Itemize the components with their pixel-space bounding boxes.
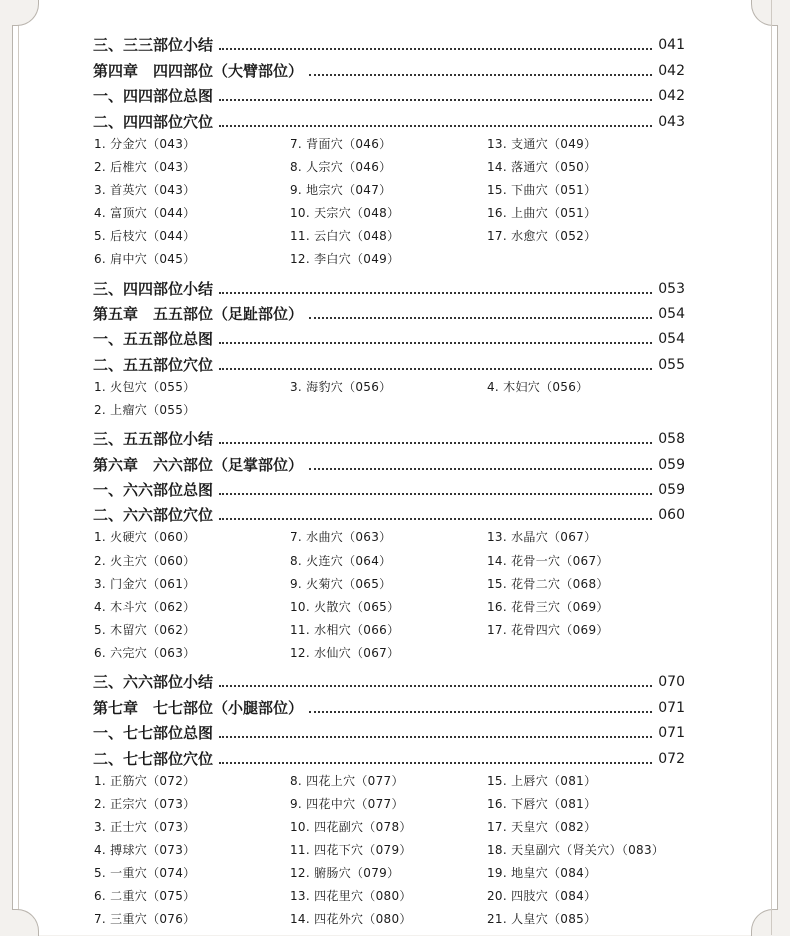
toc-heading bbox=[93, 299, 685, 324]
acupoint-item: 3. 正士穴（073） bbox=[94, 819, 196, 834]
acupoint-item: 16. 上曲穴（051） bbox=[487, 205, 597, 220]
acupoint-item: 14. 花骨一穴（067） bbox=[487, 553, 609, 568]
acupoint-column bbox=[487, 376, 686, 422]
dot-leader bbox=[219, 442, 652, 444]
toc-heading bbox=[93, 475, 685, 500]
toc-page-number: 059 bbox=[658, 482, 685, 499]
dot-leader bbox=[219, 493, 652, 495]
toc-heading bbox=[93, 324, 685, 349]
acupoint-item: 13. 支通穴（049） bbox=[487, 136, 597, 151]
dot-leader bbox=[219, 292, 652, 294]
acupoint-item: 14. 四花外穴（080） bbox=[290, 912, 412, 927]
toc-page-number: 071 bbox=[658, 699, 685, 716]
acupoint-item: 21. 人皇穴（085） bbox=[487, 912, 597, 927]
toc-page-number: 072 bbox=[658, 750, 685, 767]
acupoint-item: 10. 火散穴（065） bbox=[290, 599, 400, 614]
dot-leader bbox=[309, 468, 652, 470]
dot-leader bbox=[309, 74, 652, 76]
toc-page-number: 043 bbox=[658, 113, 685, 130]
toc-heading-title: 三、六六部位小结 bbox=[93, 673, 214, 692]
acupoint-item: 9. 火菊穴（065） bbox=[290, 576, 392, 591]
toc-heading bbox=[93, 273, 685, 298]
toc-heading bbox=[93, 30, 685, 55]
acupoint-column bbox=[94, 376, 290, 422]
toc-heading bbox=[93, 55, 685, 80]
acupoint-list bbox=[93, 376, 685, 422]
toc-page-number: 055 bbox=[658, 356, 685, 373]
acupoint-item: 12. 李白穴（049） bbox=[290, 252, 400, 267]
acupoint-item: 6. 六完穴（063） bbox=[94, 645, 196, 660]
dot-leader bbox=[219, 48, 652, 50]
toc-page-number: 042 bbox=[658, 62, 685, 79]
toc-heading bbox=[93, 743, 685, 768]
acupoint-item: 6. 肩中穴（045） bbox=[94, 252, 196, 267]
acupoint-item: 8. 四花上穴（077） bbox=[290, 773, 404, 788]
toc-heading-title: 第五章 五五部位（足趾部位） bbox=[93, 304, 304, 323]
acupoint-item: 5. 木留穴（062） bbox=[94, 622, 196, 637]
acupoint-item: 15. 下曲穴（051） bbox=[487, 182, 597, 197]
acupoint-item: 2. 正宗穴（073） bbox=[94, 796, 196, 811]
acupoint-item: 7. 背面穴（046） bbox=[290, 136, 392, 151]
toc-page-number: 042 bbox=[658, 88, 685, 105]
toc-heading-title: 二、五五部位穴位 bbox=[93, 355, 214, 374]
frame-corner bbox=[12, 0, 39, 26]
toc-page-number: 054 bbox=[658, 305, 685, 322]
acupoint-column bbox=[487, 770, 686, 932]
toc-page-number: 054 bbox=[658, 331, 685, 348]
acupoint-item: 11. 水相穴（066） bbox=[290, 622, 400, 637]
dot-leader bbox=[219, 368, 652, 370]
acupoint-item: 12. 腑肠穴（079） bbox=[290, 865, 400, 880]
acupoint-item: 3. 首英穴（043） bbox=[94, 182, 196, 197]
acupoint-item: 11. 云白穴（048） bbox=[290, 228, 400, 243]
acupoint-item: 2. 火主穴（060） bbox=[94, 553, 196, 568]
toc-heading bbox=[93, 449, 685, 474]
toc-page-number: 053 bbox=[658, 280, 685, 297]
acupoint-item: 9. 四花中穴（077） bbox=[290, 796, 404, 811]
acupoint-item: 16. 花骨三穴（069） bbox=[487, 599, 609, 614]
acupoint-item: 8. 火连穴（064） bbox=[290, 553, 392, 568]
frame-corner bbox=[751, 909, 778, 936]
toc-heading-title: 二、六六部位穴位 bbox=[93, 506, 214, 525]
acupoint-item: 2. 上瘤穴（055） bbox=[94, 402, 196, 417]
acupoint-item: 1. 分金穴（043） bbox=[94, 136, 196, 151]
acupoint-column bbox=[290, 770, 487, 932]
acupoint-column bbox=[290, 376, 487, 422]
dot-leader bbox=[219, 342, 652, 344]
dot-leader bbox=[219, 99, 652, 101]
dot-leader bbox=[309, 317, 652, 319]
acupoint-item: 1. 火包穴（055） bbox=[94, 379, 196, 394]
acupoint-item: 4. 木斗穴（062） bbox=[94, 599, 196, 614]
acupoint-column bbox=[94, 133, 290, 272]
acupoint-item: 12. 水仙穴（067） bbox=[290, 645, 400, 660]
acupoint-item: 19. 地皇穴（084） bbox=[487, 865, 597, 880]
toc-heading-title: 三、五五部位小结 bbox=[93, 430, 214, 449]
acupoint-item: 13. 四花里穴（080） bbox=[290, 889, 412, 904]
toc-heading-title: 一、七七部位总图 bbox=[93, 724, 214, 743]
acupoint-item: 8. 人宗穴（046） bbox=[290, 159, 392, 174]
acupoint-item: 15. 上唇穴（081） bbox=[487, 773, 597, 788]
acupoint-item: 9. 地宗穴（047） bbox=[290, 182, 392, 197]
toc-heading-title: 第六章 六六部位（足掌部位） bbox=[93, 455, 304, 474]
acupoint-item: 10. 天宗穴（048） bbox=[290, 205, 400, 220]
dot-leader bbox=[219, 762, 652, 764]
toc-heading bbox=[93, 718, 685, 743]
dot-leader bbox=[219, 518, 652, 520]
acupoint-item: 4. 搏球穴（073） bbox=[94, 842, 196, 857]
acupoint-item: 15. 花骨二穴（068） bbox=[487, 576, 609, 591]
acupoint-item: 3. 门金穴（061） bbox=[94, 576, 196, 591]
acupoint-item: 5. 后枝穴（044） bbox=[94, 228, 196, 243]
acupoint-column bbox=[94, 770, 290, 932]
acupoint-column bbox=[290, 526, 487, 665]
acupoint-list bbox=[93, 770, 685, 932]
acupoint-item: 2. 后椎穴（043） bbox=[94, 159, 196, 174]
acupoint-item: 3. 海豹穴（056） bbox=[290, 379, 392, 394]
acupoint-item: 17. 水愈穴（052） bbox=[487, 228, 597, 243]
acupoint-item: 13. 水晶穴（067） bbox=[487, 530, 597, 545]
toc-heading-title: 一、五五部位总图 bbox=[93, 330, 214, 349]
dot-leader bbox=[219, 736, 652, 738]
table-of-contents bbox=[93, 30, 685, 933]
acupoint-item: 7. 三重穴（076） bbox=[94, 912, 196, 927]
acupoint-item: 14. 落通穴（050） bbox=[487, 159, 597, 174]
toc-heading-title: 一、六六部位总图 bbox=[93, 481, 214, 500]
acupoint-column bbox=[487, 133, 686, 272]
acupoint-item: 20. 四肢穴（084） bbox=[487, 889, 597, 904]
acupoint-list bbox=[93, 133, 685, 272]
dot-leader bbox=[219, 125, 652, 127]
acupoint-column bbox=[94, 526, 290, 665]
toc-heading bbox=[93, 500, 685, 525]
acupoint-item: 6. 二重穴（075） bbox=[94, 889, 196, 904]
acupoint-item: 1. 正筋穴（072） bbox=[94, 773, 196, 788]
toc-page-number: 070 bbox=[658, 674, 685, 691]
toc-heading bbox=[93, 692, 685, 717]
acupoint-item: 18. 天皇副穴（肾关穴）（083） bbox=[487, 842, 665, 857]
acupoint-item: 16. 下唇穴（081） bbox=[487, 796, 597, 811]
toc-heading-title: 三、四四部位小结 bbox=[93, 279, 214, 298]
acupoint-item: 4. 富顶穴（044） bbox=[94, 205, 196, 220]
acupoint-item: 11. 四花下穴（079） bbox=[290, 842, 412, 857]
toc-page-number: 060 bbox=[658, 507, 685, 524]
acupoint-item: 4. 木妇穴（056） bbox=[487, 379, 589, 394]
toc-heading bbox=[93, 349, 685, 374]
acupoint-item: 1. 火硬穴（060） bbox=[94, 530, 196, 545]
toc-heading-title: 第四章 四四部位（大臂部位） bbox=[93, 61, 304, 80]
frame-corner bbox=[751, 0, 778, 26]
toc-heading bbox=[93, 424, 685, 449]
toc-heading bbox=[93, 81, 685, 106]
toc-heading bbox=[93, 667, 685, 692]
dot-leader bbox=[219, 685, 652, 687]
dot-leader bbox=[309, 711, 652, 713]
acupoint-item: 17. 花骨四穴（069） bbox=[487, 622, 609, 637]
acupoint-column bbox=[290, 133, 487, 272]
toc-page-number: 058 bbox=[658, 431, 685, 448]
toc-heading-title: 二、七七部位穴位 bbox=[93, 749, 214, 768]
acupoint-list bbox=[93, 526, 685, 665]
acupoint-item: 10. 四花副穴（078） bbox=[290, 819, 412, 834]
toc-heading-title: 第七章 七七部位（小腿部位） bbox=[93, 698, 304, 717]
toc-page-number: 059 bbox=[658, 456, 685, 473]
acupoint-column bbox=[487, 526, 686, 665]
toc-page-number: 041 bbox=[658, 37, 685, 54]
toc-heading-title: 一、四四部位总图 bbox=[93, 87, 214, 106]
toc-heading-title: 三、三三部位小结 bbox=[93, 36, 214, 55]
acupoint-item: 17. 天皇穴（082） bbox=[487, 819, 597, 834]
toc-heading-title: 二、四四部位穴位 bbox=[93, 112, 214, 131]
toc-heading bbox=[93, 106, 685, 131]
acupoint-item: 5. 一重穴（074） bbox=[94, 865, 196, 880]
acupoint-item: 7. 水曲穴（063） bbox=[290, 530, 392, 545]
frame-corner bbox=[12, 909, 39, 936]
toc-page-number: 071 bbox=[658, 725, 685, 742]
